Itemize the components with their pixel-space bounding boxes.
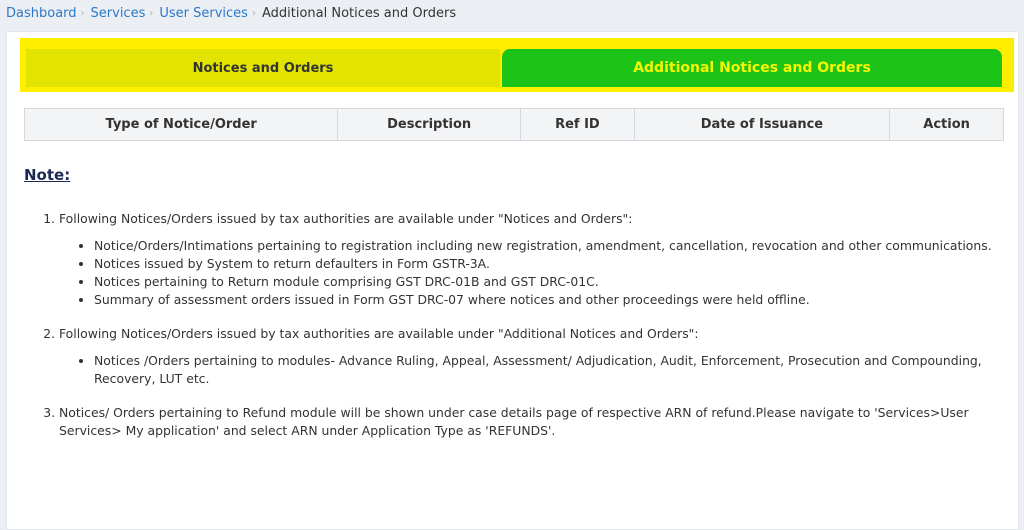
- breadcrumb-services-link[interactable]: Services: [90, 6, 146, 21]
- breadcrumb-current: Additional Notices and Orders: [261, 6, 457, 21]
- column-header-type: Type of Notice/Order: [25, 109, 338, 141]
- tab-notices-and-orders[interactable]: Notices and Orders: [26, 49, 500, 87]
- note-bullet: • Summary of assessment orders issued in Form GST DRC-07 where notices and other proceedings were held offline.: [94, 291, 1004, 309]
- notices-table: [24, 108, 1004, 141]
- content-panel: [6, 31, 1019, 530]
- note-bullet: • Notices /Orders pertaining to modules- Advance Ruling, Appeal, Assessment/ Adjudication, Audit, Enforcement, Prosecution and Compounding, Recovery, LUT etc.: [94, 352, 1004, 388]
- tab-additional-notices-and-orders[interactable]: Additional Notices and Orders: [502, 49, 1002, 87]
- notes-section: [24, 210, 1004, 456]
- note-bullet-list: [59, 352, 1004, 388]
- breadcrumb-separator-icon: ›: [251, 8, 256, 19]
- note-bullet: • Notice/Orders/Intimations pertaining to registration including new registration, amendment, cancellation, revocation and other communications.: [94, 237, 1004, 255]
- breadcrumb: [0, 0, 1024, 27]
- breadcrumb-dashboard-link[interactable]: Dashboard: [6, 6, 77, 21]
- column-header-ref-id: Ref ID: [521, 109, 635, 141]
- tab-bar: [20, 38, 1014, 92]
- notes-list: [24, 210, 1004, 440]
- note-item: [59, 325, 1004, 388]
- note-title: Note:: [24, 166, 71, 184]
- column-header-date-of-issuance: Date of Issuance: [634, 109, 889, 141]
- column-header-action: Action: [890, 109, 1004, 141]
- note-item-text: Following Notices/Orders issued by tax authorities are available under "Additional Notices and Orders":: [59, 326, 699, 341]
- note-item-text: Following Notices/Orders issued by tax authorities are available under "Notices and Orders":: [59, 211, 633, 226]
- note-item: [59, 404, 1004, 440]
- table-header-row: [25, 109, 1004, 141]
- breadcrumb-user-services-link[interactable]: User Services: [159, 6, 248, 21]
- column-header-description: Description: [338, 109, 521, 141]
- note-bullet-list: [59, 237, 1004, 309]
- note-bullet: • Notices issued by System to return defaulters in Form GSTR-3A.: [94, 255, 1004, 273]
- breadcrumb-separator-icon: ›: [80, 8, 85, 19]
- note-item-text: Notices/ Orders pertaining to Refund module will be shown under case details page of respective ARN of refund.Please navigate to 'Services>User Services> My application' and select ARN under Application Type as 'REFUNDS'.: [59, 405, 969, 438]
- breadcrumb-separator-icon: ›: [149, 8, 154, 19]
- note-bullet: • Notices pertaining to Return module comprising GST DRC-01B and GST DRC-01C.: [94, 273, 1004, 291]
- note-item: [59, 210, 1004, 309]
